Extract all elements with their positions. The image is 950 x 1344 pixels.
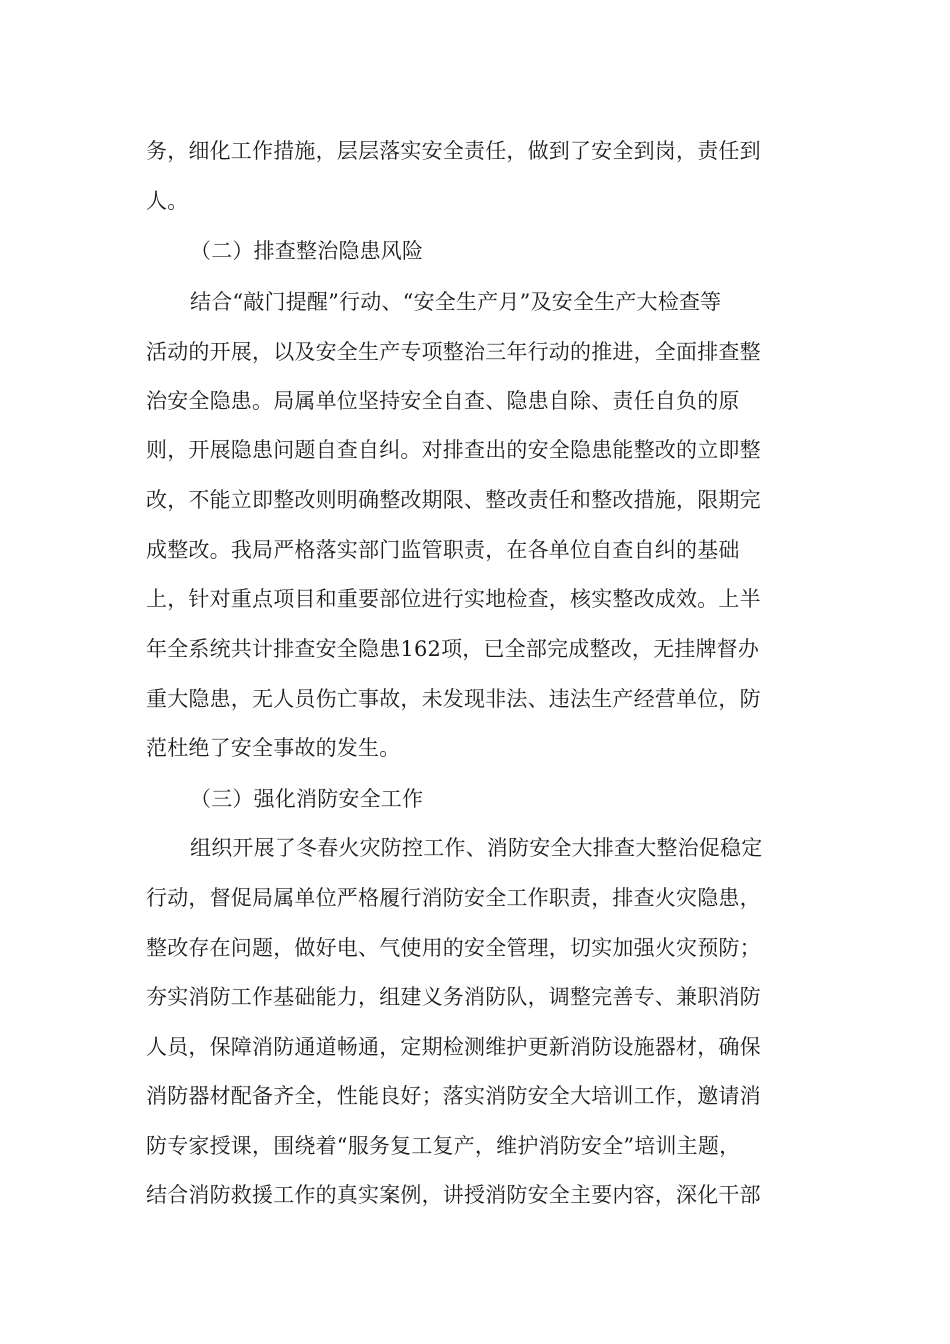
body-text-line: 活动的开展，以及安全生产专项整治三年行动的推进，全面排查整: [146, 340, 761, 364]
body-text-line: 改，不能立即整改则明确整改期限、整改责任和整改措施，限期完: [146, 488, 761, 512]
body-text-line: 成整改。我局严格落实部门监管职责，在各单位自查自纠的基础: [146, 538, 740, 562]
body-text-line: 年全系统共计排查安全隐患162项，已全部完成整改，无挂牌督办: [146, 637, 760, 661]
section-heading-2: （二）排查整治隐患风险: [190, 239, 424, 263]
body-text-line: 则，开展隐患问题自查自纠。对排查出的安全隐患能整改的立即整: [146, 438, 761, 462]
body-text-line: 治安全隐患。局属单位坚持安全自查、隐患自除、责任自负的原: [146, 389, 740, 413]
body-text-line: 结合消防救援工作的真实案例，讲授消防安全主要内容，深化干部: [146, 1183, 761, 1207]
body-text-line: 防专家授课，围绕着“服务复工复产，维护消防安全”培训主题，: [146, 1134, 741, 1158]
body-text-line: 夯实消防工作基础能力，组建义务消防队，调整完善专、兼职消防: [146, 985, 761, 1009]
section-heading-3: （三）强化消防安全工作: [190, 787, 424, 811]
body-text-line: 务，细化工作措施，层层落实安全责任，做到了安全到岗，责任到: [146, 139, 761, 163]
body-text-line: 人员，保障消防通道畅通，定期检测维护更新消防设施器材，确保: [146, 1035, 761, 1059]
body-text-line: 行动，督促局属单位严格履行消防安全工作职责，排查火灾隐患，: [146, 886, 761, 910]
body-text-line: 消防器材配备齐全，性能良好；落实消防安全大培训工作，邀请消: [146, 1084, 761, 1108]
paragraph-first-line: 组织开展了冬春火灾防控工作、消防安全大排查大整治促稳定: [190, 836, 763, 860]
body-text-line: 上，针对重点项目和重要部位进行实地检查，核实整改成效。上半: [146, 587, 761, 611]
paragraph-first-line: 结合“敲门提醒”行动、“安全生产月”及安全生产大检查等: [190, 290, 722, 314]
body-text-line: 范杜绝了安全事故的发生。: [146, 736, 401, 760]
body-text-line: 重大隐患，无人员伤亡事故，未发现非法、违法生产经营单位，防: [146, 687, 761, 711]
body-text-line: 人。: [146, 189, 189, 213]
body-text-line: 整改存在问题，做好电、气使用的安全管理，切实加强火灾预防；: [146, 936, 761, 960]
